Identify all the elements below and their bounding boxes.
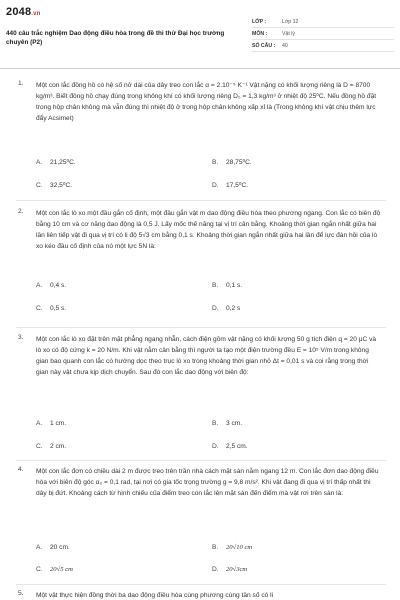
option-d[interactable] — [212, 181, 248, 189]
option-text: 20√5 cm — [50, 566, 73, 573]
option-c[interactable] — [36, 566, 73, 573]
option-b[interactable] — [212, 282, 242, 289]
option-label: D. — [212, 182, 219, 189]
option-a[interactable] — [36, 420, 66, 427]
meta-value: Lớp 12 — [282, 18, 299, 25]
option-c[interactable] — [36, 305, 66, 312]
option-label: A. — [36, 282, 43, 289]
option-text: 21,25⁰C. — [50, 159, 76, 166]
document-meta — [252, 16, 394, 52]
meta-key: SỐ CÂU : — [252, 42, 276, 49]
option-text: 0,1 s. — [226, 282, 243, 289]
document-title: 440 câu trắc nghiệm Dao động điều hòa trong đề thi thử Đại học trường chuyên (P2) — [6, 30, 225, 46]
meta-row-count — [252, 40, 394, 52]
option-text: 3 cm. — [226, 420, 243, 427]
option-text: 28,75⁰C. — [226, 159, 252, 166]
option-label: C. — [36, 182, 43, 189]
option-d[interactable] — [212, 566, 247, 573]
meta-value: 40 — [282, 42, 288, 49]
question-divider — [16, 584, 386, 585]
question-divider — [16, 460, 386, 461]
option-a[interactable] — [36, 544, 70, 551]
header-divider — [0, 68, 400, 69]
question-divider — [16, 200, 386, 201]
option-text: 2 cm. — [50, 443, 67, 450]
question-text: Một vật thực hiện đồng thời ba dao động điều hòa cùng phương cùng tần số có li — [36, 592, 274, 599]
option-text: 20 cm. — [50, 544, 70, 551]
question-text: Một con lắc đồng hồ có hệ số nở dài của dây treo con lắc α = 2.10⁻⁵ K⁻¹ Vật nặng có khối lượng riêng là D = 8700 kg/m³. Biết đồng hồ chạy đúng trong không khí có khối lượng riêng D₀ = 1,3 kg/m³ ở nhiệt độ 25⁰C. Nếu đồng hồ đặt trong hộp chân không mà vẫn đúng thì nhiệt độ ở trong hộp chân không xấp xỉ là (Trong không khí vật chịu thêm lực đẩy Acsimet) — [36, 82, 377, 122]
meta-row-class — [252, 16, 394, 28]
option-c[interactable] — [36, 181, 72, 189]
option-label: B. — [212, 159, 219, 166]
question-number: 4. — [18, 466, 24, 473]
document-header — [0, 0, 400, 62]
meta-key: LỚP : — [252, 18, 267, 25]
option-label: C. — [36, 566, 43, 573]
option-b[interactable] — [212, 544, 252, 551]
option-text: 17,5⁰C. — [226, 182, 249, 189]
question-number: 1. — [18, 80, 24, 87]
option-text: 0,2 s — [226, 305, 241, 312]
option-b[interactable] — [212, 158, 252, 166]
option-text: 0,5 s. — [50, 305, 67, 312]
meta-row-subject — [252, 28, 394, 40]
question-text: Một con lắc lò xo đặt trên mặt phẳng ngang nhẵn, cách điện gồm vật nặng có khối lượng 50 g tích điện q = 20 μC và lò xo có độ cứng k = 20 N/m. Khi vật nằm cân bằng thì người ta tạo một điện trường đều E = 10⁵ V/m trong không gian bao quanh con lắc có hướng dọc theo trục lò xo trong khoảng thời gian nhỏ Δt = 0,01 s và coi rằng trong thời gian này vật chưa kịp dịch chuyển. Sau đó con lắc dao động với biên độ: — [36, 336, 377, 376]
option-label: A. — [36, 420, 43, 427]
option-label: C. — [36, 443, 43, 450]
option-label: A. — [36, 544, 43, 551]
question-divider — [16, 327, 386, 328]
option-label: C. — [36, 305, 43, 312]
logo-text: 2048 — [6, 6, 32, 18]
option-c[interactable] — [36, 443, 66, 450]
option-text: 20√3cm — [226, 566, 248, 573]
option-a[interactable] — [36, 282, 66, 289]
question-text: Một con lắc đơn có chiều dài 2 m được treo trên trần nhà cách mặt sàn nằm ngang 12 m. Con lắc đơn dao động điều hòa với biên độ góc α₀ = 0,1 rad, tại nơi có gia tốc trọng trường g = 9,8 m/s². Khi vật đang đi qua vị trí thấp nhất thì dây bị đứt. Khoảng cách từ hình chiếu của điểm treo con lắc lên mặt sàn đến điểm mà vật rơi trên sàn là: — [36, 468, 379, 497]
option-label: B. — [212, 282, 219, 289]
option-text: 32,5⁰C. — [50, 182, 73, 189]
option-label: B. — [212, 544, 219, 551]
logo-suffix: .vn — [31, 11, 41, 17]
option-text: 0,4 s. — [50, 282, 67, 289]
question-text: Một con lắc lò xo một đầu gắn cố định, một đầu gắn vật m dao động điều hòa theo phương ngang. Con lắc có biên độ bằng 10 cm và cơ năng dao động là 0,5 J. Lấy mốc thế năng tại vị trí cân bằng. Khoảng thời gian ngắn nhất giữa hai lần liên tiếp vật đi qua vị trí có li độ 5√3 cm bằng 0,1 s. Khoảng thời gian ngắn nhất giữa hai lần để lực đàn hồi của lò xo kéo đầu cố định của nó một lực 5N là: — [36, 210, 381, 250]
option-label: D. — [212, 566, 219, 573]
question-number: 2. — [18, 208, 24, 215]
option-label: B. — [212, 420, 219, 427]
question-number: 3. — [18, 334, 24, 341]
option-label: D. — [212, 305, 219, 312]
option-text: 20√10 cm — [226, 544, 253, 551]
option-text: 1 cm. — [50, 420, 67, 427]
option-b[interactable] — [212, 420, 242, 427]
site-logo[interactable] — [6, 6, 41, 18]
question-number: 5. — [18, 590, 24, 597]
meta-value: Vật lý — [282, 30, 295, 37]
option-a[interactable] — [36, 158, 76, 166]
option-label: D. — [212, 443, 219, 450]
option-text: 2,5 cm. — [226, 443, 248, 450]
option-d[interactable] — [212, 443, 248, 450]
option-label: A. — [36, 159, 43, 166]
option-d[interactable] — [212, 305, 240, 312]
meta-key: MÔN : — [252, 30, 268, 37]
